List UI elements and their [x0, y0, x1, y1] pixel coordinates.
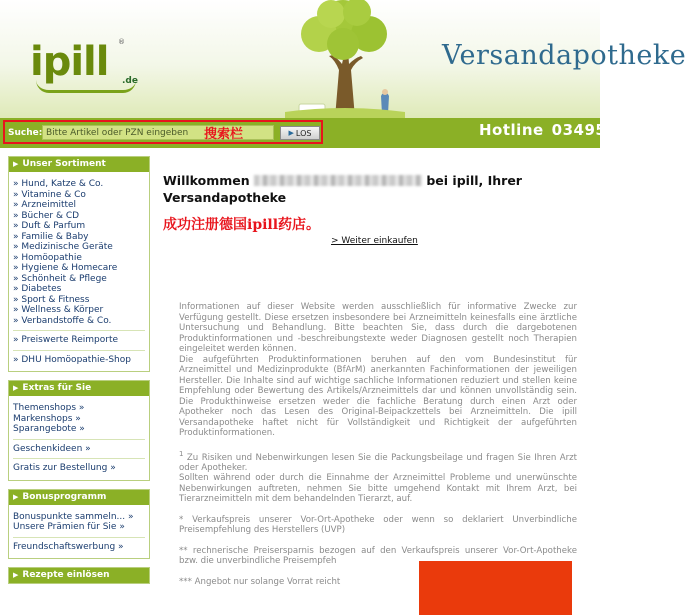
sidebar-item-bonuspunkte[interactable]: Bonuspunkte sammeln... »	[13, 511, 134, 522]
main-content	[163, 172, 583, 587]
sidebar	[8, 156, 150, 592]
sidebar-item-buecher[interactable]: » Bücher & CD	[13, 210, 80, 221]
red-overlay-block	[419, 561, 572, 615]
divider	[13, 439, 145, 440]
sidebar-item-arzneimittel[interactable]: » Arzneimittel	[13, 200, 77, 210]
sidebar-item-diabetes[interactable]: » Diabetes	[13, 284, 62, 294]
info-paragraph-1: Informationen auf dieser Website werden ausschließlich für informative Zwecke zur Verfügung gestellt. Diese ersetzen insbesondere bei Arzneimitteln keinesfalls eine ärztliche Untersuchung und Behandlung. Bitte beachten Sie, dass durch die dargebotenen Produktinformationen und -beschreibungstexte weder Diagnosen gestellt noch Therapien eingeleitet werden können.	[179, 302, 577, 354]
divider	[13, 330, 145, 331]
welcome-heading	[163, 172, 535, 206]
footnote-1	[179, 449, 577, 474]
sidebar-item-hygiene[interactable]: » Hygiene & Homecare	[13, 263, 118, 273]
sidebar-item-geraete[interactable]: » Medizinische Geräte	[13, 242, 113, 252]
sidebar-item-reimporte[interactable]: » Preiswerte Reimporte	[13, 335, 119, 345]
rezepte-header[interactable]	[9, 568, 149, 583]
tree-illustration	[285, 0, 405, 118]
continue-shopping-link[interactable]: > Weiter einkaufen	[331, 236, 418, 246]
sidebar-item-dhu-shop[interactable]: » DHU Homöopathie-Shop	[13, 354, 131, 365]
sidebar-item-verbandstoffe[interactable]: » Verbandstoffe & Co.	[13, 315, 112, 326]
sidebar-item-vitamine[interactable]: » Vitamine & Co	[13, 189, 86, 200]
hotline-number: 03495	[551, 121, 607, 139]
hotline	[479, 121, 606, 139]
info-paragraph-2: Die aufgeführten Produktinformationen beruhen auf den vom Bundesinstitut für Arzneimittel und Medizinprodukte (BfArM) anerkannten Fachinformationen der jeweiligen Hersteller. Die Inhalte sind auf wichtige sachliche Informationen reduziert und stellen keine Empfehlung oder Bewertung des Artikels/Arzneimittels dar und können unvollständig sein. Die Produkthinweise ersetzen weder die fachliche Beratung durch einen Arzt oder Apotheker noch das Lesen des Original-Beipackzettels bei Arzneimitteln. Die ipill Versandapotheke haftet nicht für Vollständigkeit und Richtigkeit der aufgeführten Produktinformationen.	[179, 354, 577, 438]
legal-info	[179, 302, 577, 597]
ipill-logo[interactable]	[30, 36, 140, 96]
footnote-1b: Sollten während oder durch die Einnahme der Arzneimittel Probleme und unerwünschte Nebenwirkungen auftreten, nehmen Sie bitte umgehend Kontakt mit Ihrem Arzt, bei Tierarzneimitteln mit dem behandelnden Tierarzt, auf.	[179, 473, 577, 505]
footnote-4: *** Angebot nur solange Vorrat reicht	[179, 576, 341, 587]
sidebar-item-gratis[interactable]: Gratis zur Bestellung »	[13, 463, 116, 473]
sidebar-item-hund-katze[interactable]: » Hund, Katze & Co.	[13, 179, 104, 189]
sortiment-box	[8, 156, 150, 372]
footnote-marker: 1	[179, 449, 184, 458]
sidebar-item-freundschaftswerbung[interactable]: Freundschaftswerbung »	[13, 541, 124, 552]
search-label: Suche:	[8, 128, 43, 138]
sidebar-item-homoeopathie[interactable]: » Homöopathie	[13, 252, 82, 263]
sidebar-item-sport[interactable]: » Sport & Fitness	[13, 294, 90, 305]
sidebar-item-sparangebote[interactable]: Sparangebote »	[13, 424, 85, 434]
divider	[13, 458, 145, 459]
extras-box	[8, 380, 150, 481]
logo-registered-mark: ®	[118, 38, 125, 46]
hotline-label: Hotline	[479, 121, 544, 139]
footnote-1-text: Zu Risiken und Nebenwirkungen lesen Sie die Packungsbeilage und fragen Sie Ihren Arzt oder Apotheker.	[179, 452, 578, 473]
sidebar-item-familie[interactable]: » Familie & Baby	[13, 231, 89, 242]
triangle-right-icon: ▶	[13, 571, 19, 579]
sidebar-item-geschenkideen[interactable]: Geschenkideen »	[13, 443, 91, 454]
brand-name: Versandapotheke	[442, 40, 686, 71]
footnote-2: * Verkaufspreis unserer Vor-Ort-Apotheke oder wenn so deklariert Unverbindliche Preisempfehlung des Herstellers (UVP)	[179, 514, 577, 536]
footnote-3: ** rechnerische Preisersparnis bezogen auf den Verkaufspreis unserer Vor-Ort-Apotheke bzw. die unverbindliche Preisempfeh	[179, 545, 577, 567]
triangle-right-icon: ▶	[13, 384, 19, 392]
sidebar-item-praemien[interactable]: Unsere Prämien für Sie »	[13, 522, 125, 532]
bonus-list	[9, 505, 149, 559]
triangle-right-icon: ▶	[13, 160, 19, 168]
sidebar-item-wellness[interactable]: » Wellness & Körper	[13, 305, 104, 315]
sortiment-list	[9, 172, 149, 371]
sortiment-header	[9, 157, 149, 172]
site-header	[0, 0, 686, 118]
sidebar-item-markenshops[interactable]: Markenshops »	[13, 413, 81, 424]
welcome-prefix: Willkommen	[163, 173, 250, 188]
rezepte-title: Rezepte einlösen	[22, 570, 110, 580]
logo-domain: .de	[122, 76, 138, 86]
logo-wordmark: ipill	[30, 39, 109, 85]
play-arrow-icon: ▶	[288, 129, 294, 137]
redacted-username	[254, 175, 422, 186]
triangle-right-icon: ▶	[13, 492, 19, 501]
extras-list	[9, 396, 149, 480]
welcome-suffix: bei ipill, Ihrer Versandapotheke	[163, 173, 522, 205]
search-button-label: LOS	[295, 128, 312, 138]
sortiment-title: Unser Sortiment	[22, 159, 106, 169]
sidebar-item-duft[interactable]: » Duft & Parfum	[13, 221, 86, 231]
bonus-header	[9, 490, 149, 505]
extras-header	[9, 381, 149, 396]
divider	[13, 350, 145, 351]
search-annotation: 搜索栏	[204, 127, 244, 142]
sidebar-item-schoenheit[interactable]: » Schönheit & Pflege	[13, 273, 107, 284]
bonus-box	[8, 489, 150, 560]
search-button[interactable]	[280, 126, 320, 140]
logo-swoosh	[36, 80, 136, 93]
divider	[13, 537, 145, 538]
bonus-title: Bonusprogramm	[22, 491, 107, 502]
rezepte-box[interactable]	[8, 567, 150, 584]
registration-annotation: 成功注册德国ipill药店。	[163, 217, 321, 233]
extras-title: Extras für Sie	[22, 383, 92, 393]
sidebar-item-themenshops[interactable]: Themenshops »	[13, 403, 85, 413]
